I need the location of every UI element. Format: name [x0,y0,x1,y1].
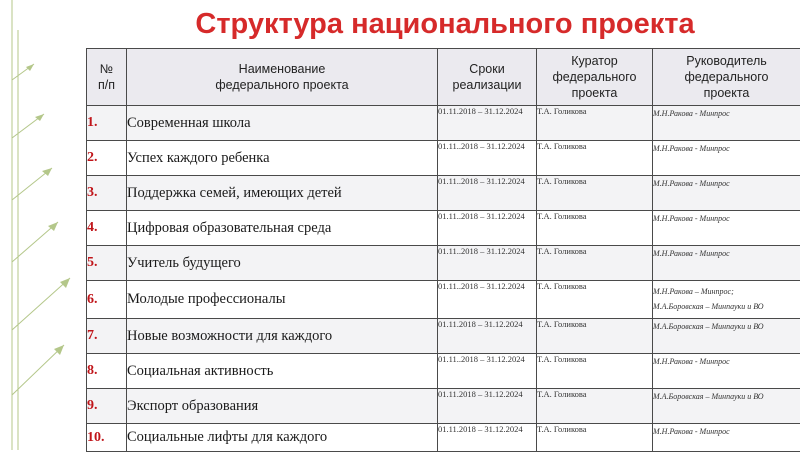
table-row [87,281,800,319]
project-head-line: М.Н.Ракова - Минпрос [653,106,800,121]
project-name: Учитель будущего [127,246,438,281]
table-row [87,106,800,141]
project-name: Успех каждого ребенка [127,141,438,176]
header-dates: Сроки реализации [438,49,537,106]
project-head-line: М.Н.Ракова - Минпрос [653,176,800,191]
project-dates: 01.11.2018 – 31.12.2024 [438,424,537,452]
row-number: 5. [87,246,127,281]
project-curator: Т.А. Голикова [537,176,653,211]
project-curator: Т.А. Голикова [537,424,653,452]
project-name: Цифровая образовательная среда [127,211,438,246]
project-name: Современная школа [127,106,438,141]
project-curator: Т.А. Голикова [537,354,653,389]
project-curator: Т.А. Голикова [537,211,653,246]
row-number: 3. [87,176,127,211]
project-head-line: М.А.Боровская – Минпауки и ВО [653,319,800,334]
project-head-line: М.Н.Ракова - Минпрос [653,424,800,439]
row-number: 2. [87,141,127,176]
project-head-line: М.Н.Ракова - Минпрос [653,354,800,369]
project-head-line: М.Н.Ракова – Минпрос; [653,284,800,299]
header-curator: Куратор федерального проекта [537,49,653,106]
project-curator: Т.А. Голикова [537,141,653,176]
project-head [653,424,800,452]
project-name: Социальная активность [127,354,438,389]
project-head-line: М.А.Боровская – Минпауки и ВО [653,389,800,404]
table-row [87,424,800,452]
row-number: 6. [87,281,127,319]
project-head [653,281,800,319]
project-dates: 01.11..2018 – 31.12.2024 [438,281,537,319]
project-dates: 01.11.2018 – 31.12.2024 [438,106,537,141]
project-curator: Т.А. Голикова [537,319,653,354]
project-head [653,141,800,176]
project-name: Новые возможности для каждого [127,319,438,354]
project-dates: 01.11.2018 – 31.12.2024 [438,389,537,424]
project-head [653,211,800,246]
project-head [653,106,800,141]
table-row [87,176,800,211]
projects-table [86,48,800,452]
row-number: 7. [87,319,127,354]
project-curator: Т.А. Голикова [537,106,653,141]
project-name: Поддержка семей, имеющих детей [127,176,438,211]
project-curator: Т.А. Голикова [537,389,653,424]
table-row [87,389,800,424]
project-head [653,319,800,354]
project-name: Социальные лифты для каждого [127,424,438,452]
project-head [653,176,800,211]
header-number: № п/п [87,49,127,106]
table-row [87,354,800,389]
project-curator: Т.А. Голикова [537,246,653,281]
table-header-row [87,49,800,106]
project-dates: 01.11.2018 – 31.12.2024 [438,319,537,354]
project-head-line: М.Н.Ракова - Минпрос [653,141,800,156]
row-number: 9. [87,389,127,424]
project-dates: 01.11..2018 – 31.12.2024 [438,354,537,389]
row-number: 8. [87,354,127,389]
table-row [87,319,800,354]
project-curator: Т.А. Голикова [537,281,653,319]
project-dates: 01.11..2018 – 31.12.2024 [438,211,537,246]
table-row [87,246,800,281]
decorative-arrows-graphic [0,0,90,450]
page-title: Структура национального проекта [125,2,765,46]
project-head-line: М.А.Боровская – Минпауки и ВО [653,299,800,314]
project-dates: 01.11..2018 – 31.12.2024 [438,246,537,281]
row-number: 1. [87,106,127,141]
header-project-head: Руководитель федерального проекта [653,49,800,106]
header-project-name: Наименование федерального проекта [127,49,438,106]
project-head [653,389,800,424]
project-head [653,354,800,389]
project-head-line: М.Н.Ракова - Минпрос [653,211,800,226]
row-number: 4. [87,211,127,246]
project-name: Экспорт образования [127,389,438,424]
project-head [653,246,800,281]
row-number: 10. [87,424,127,452]
table-row [87,141,800,176]
project-dates: 01.11..2018 – 31.12.2024 [438,176,537,211]
project-head-line: М.Н.Ракова - Минпрос [653,246,800,261]
project-dates: 01.11..2018 – 31.12.2024 [438,141,537,176]
table-row [87,211,800,246]
project-name: Молодые профессионалы [127,281,438,319]
